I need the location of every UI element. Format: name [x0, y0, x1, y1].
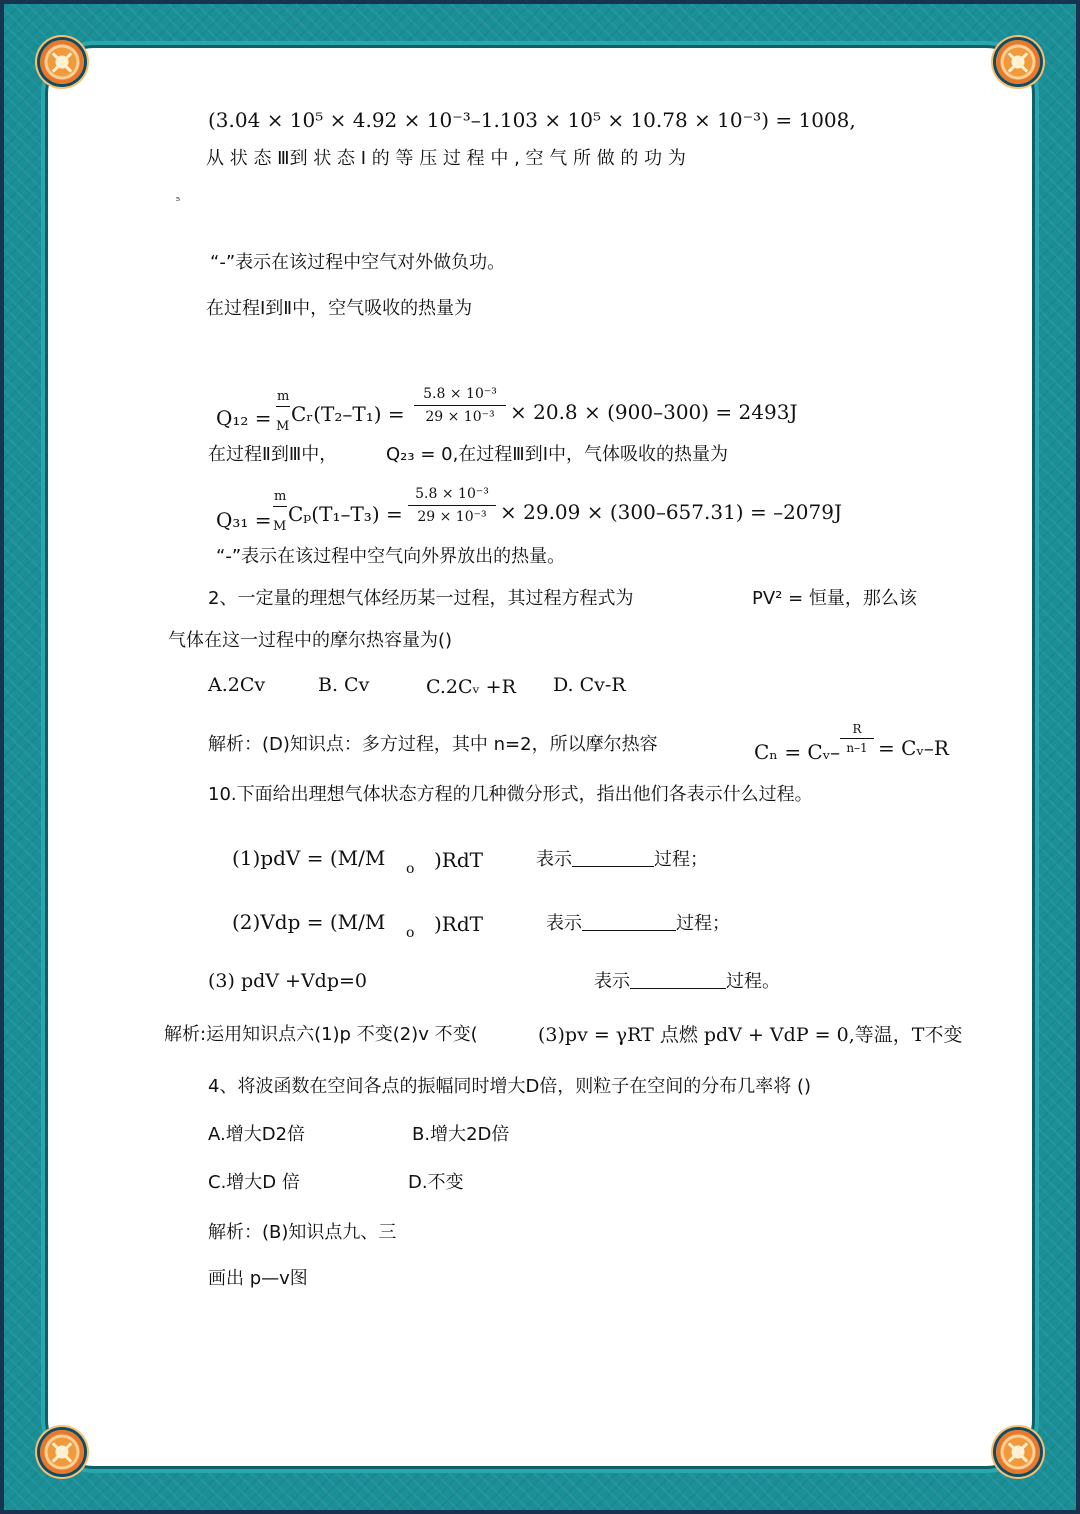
q10-eq1-suffix: 过程；: [654, 849, 708, 870]
q31-fraction: [408, 486, 496, 525]
question-2-equation: PV² = 恒量，那么该: [752, 588, 917, 609]
solution-2-text: 解析：(D)知识点：多方过程，其中 n=2，所以摩尔热容: [208, 734, 658, 755]
equation-work-result: (3.04 × 10⁵ × 4.92 × 10⁻³–1.103 × 10⁵ × 10.78 × 10⁻³) = 1008,: [208, 108, 856, 132]
q10-eq1-blank[interactable]: [572, 850, 654, 867]
question-2-text: 2、一定量的理想气体经历某一过程，其过程方程式为: [208, 588, 634, 609]
corner-ornament-icon: [40, 40, 84, 84]
q31-mass-symbol: m: [274, 489, 287, 504]
solution-2-denominator: n–1: [846, 741, 868, 755]
solution-2-fraction: [840, 722, 874, 755]
q10-eq2: (2)Vdp = (M/M: [232, 910, 386, 934]
q4-option-c: C.增大D 倍: [208, 1172, 300, 1193]
q10-eq2-suffix: 过程；: [676, 913, 730, 934]
q10-eq3-blank[interactable]: [630, 972, 726, 989]
solution-10-equation: (3)pv = γRT 点燃 pdV + VdP = 0,等温，T不变: [538, 1024, 963, 1046]
draw-pv-diagram-text: 画出 p—v图: [208, 1268, 308, 1289]
q10-eq3-label: [594, 972, 780, 991]
q12-rhs: × 20.8 × (900–300) = 2493J: [510, 400, 798, 424]
q10-eq2-blank[interactable]: [582, 914, 676, 931]
q31-rhs: × 29.09 × (300–657.31) = –2079J: [500, 500, 842, 524]
q31-molar-symbol: M: [273, 519, 287, 534]
q12-small-fraction-bar: [276, 406, 290, 407]
corner-ornament-icon: [996, 1430, 1040, 1474]
stray-subscript: ₅: [176, 193, 181, 204]
question-4-text: 4、将波函数在空间各点的振幅同时增大D倍，则粒子在空间的分布几率将 (): [208, 1076, 812, 1097]
q10-eq2-sub: o: [406, 925, 415, 941]
q12-fraction-bar: [414, 405, 506, 406]
corner-ornament-icon: [40, 1430, 84, 1474]
solution-2-cn: Cₙ = Cᵥ–: [754, 740, 841, 764]
q12-denominator: 29 × 10⁻³: [425, 409, 495, 425]
q31-middle: Cₚ(T₁–T₃) =: [288, 502, 403, 526]
solution-10-text: 解析:运用知识点六(1)p 不变(2)v 不变(: [164, 1024, 478, 1045]
q10-eq2-label-text: 表示: [546, 913, 582, 934]
q10-eq2-label: [546, 914, 730, 933]
q4-option-d: D.不变: [408, 1172, 464, 1193]
q10-eq1-label-text: 表示: [536, 849, 572, 870]
option-c: C.2Cᵥ +R: [426, 676, 516, 698]
corner-ornament-icon: [996, 40, 1040, 84]
q10-eq1-label: [536, 850, 708, 869]
text-q23: Q₂₃ = 0,在过程Ⅲ到Ⅰ中，气体吸收的热量为: [386, 444, 729, 465]
text-heat-release-note: “-”表示在该过程中空气向外界放出的热量。: [216, 546, 566, 567]
q10-eq3-suffix: 过程。: [726, 971, 780, 992]
q31-denominator: 29 × 10⁻³: [417, 509, 487, 525]
q4-option-b: B.增大2D倍: [412, 1124, 510, 1145]
q12-middle: Cᵣ(T₂–T₁) =: [291, 402, 405, 426]
q12-mass-symbol: m: [277, 389, 290, 404]
q31-lhs: Q₃₁ =: [216, 508, 272, 532]
solution-4-text: 解析：(B)知识点九、三: [208, 1222, 397, 1243]
q10-eq3: (3) pdV +Vdp=0: [208, 970, 368, 992]
q4-option-a: A.增大D2倍: [208, 1124, 306, 1145]
question-10-text: 10.下面给出理想气体状态方程的几种微分形式，指出他们各表示什么过程。: [208, 784, 813, 805]
q10-eq1: (1)pdV = (M/M: [232, 846, 386, 870]
option-a: A.2Cv: [208, 674, 266, 696]
text-process-1-2-heat: 在过程Ⅰ到Ⅱ中，空气吸收的热量为: [206, 298, 473, 319]
q10-eq2-end: )RdT: [434, 912, 484, 936]
text-isobaric-work: 从 状 态 Ⅲ到 状 态 Ⅰ 的 等 压 过 程 中 , 空 气 所 做 的 功 为: [206, 148, 686, 169]
q12-molar-symbol: M: [276, 419, 290, 434]
solution-2-numerator: R: [852, 722, 862, 736]
q12-fraction: [414, 386, 506, 425]
option-b: B. Cv: [318, 674, 370, 696]
question-2-text-cont: 气体在这一过程中的摩尔热容量为(): [168, 630, 453, 651]
text-negative-work-note: “-”表示在该过程中空气对外做负功。: [210, 252, 506, 273]
q12-numerator: 5.8 × 10⁻³: [423, 386, 497, 402]
option-d: D. Cv-R: [553, 674, 626, 696]
solution-2-fraction-bar: [840, 738, 874, 739]
q10-eq1-end: )RdT: [434, 848, 484, 872]
q31-numerator: 5.8 × 10⁻³: [415, 486, 489, 502]
q10-eq1-sub: o: [406, 861, 415, 877]
q10-eq3-label-text: 表示: [594, 971, 630, 992]
solution-2-end: = Cᵥ–R: [878, 736, 949, 760]
q31-fraction-bar: [408, 505, 496, 506]
text-process-2-3: 在过程Ⅱ到Ⅲ中，: [208, 444, 338, 465]
q12-lhs: Q₁₂ =: [216, 406, 272, 430]
q31-small-fraction-bar: [273, 506, 287, 507]
